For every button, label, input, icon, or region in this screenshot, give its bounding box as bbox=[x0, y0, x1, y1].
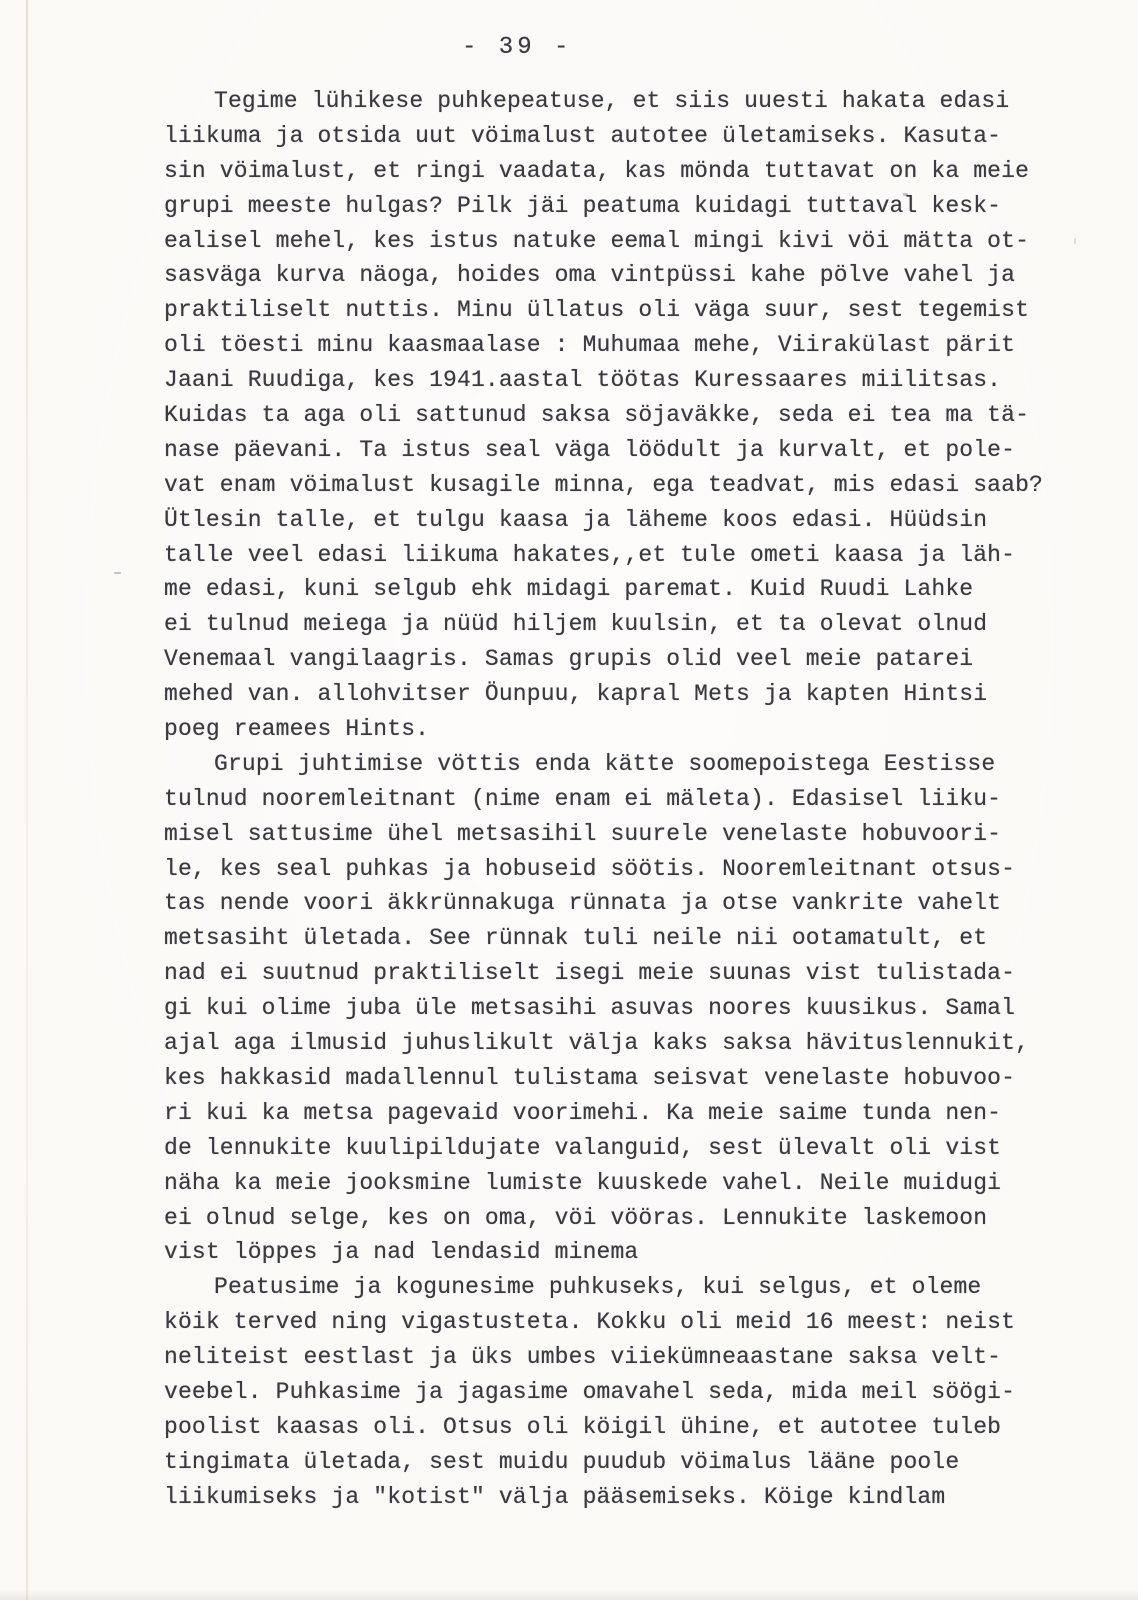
text-line: ealisel mehel, kes istus natuke eemal mingi kivi vöi mätta ot- bbox=[164, 227, 1030, 254]
body-text bbox=[164, 84, 1064, 1515]
scan-speck bbox=[114, 572, 121, 574]
text-line: Venemaal vangilaagris. Samas grupis olid veel meie patarei bbox=[164, 646, 974, 673]
text-line: Peatusime ja kogunesime puhkuseks, kui selgus, et oleme bbox=[214, 1274, 982, 1301]
text-line: ajal aga ilmusid juhuslikult välja kaks saksa hävituslennukit, bbox=[164, 1030, 1030, 1057]
scan-speck bbox=[1074, 238, 1076, 244]
text-line: nase päevani. Ta istus seal väga löödult ja kurvalt, et pole- bbox=[164, 436, 1016, 463]
text-line: poolist kaasas oli. Otsus oli köigil ühine, et autotee tuleb bbox=[164, 1413, 1002, 1440]
text-line: liikumiseks ja "kotist" välja pääsemiseks. Köige kindlam bbox=[164, 1483, 946, 1510]
text-line: oli töesti minu kaasmaalase : Muhumaa mehe, Viirakülast pärit bbox=[164, 332, 1016, 359]
text-line: me edasi, kuni selgub ehk midagi paremat. Kuid Ruudi Lahke bbox=[164, 576, 974, 603]
text-line: ei olnud selge, kes on oma, vöi vööras. Lennukite laskemoon bbox=[164, 1204, 988, 1231]
text-line: näha ka meie jooksmine lumiste kuuskede vahel. Neile muidugi bbox=[164, 1169, 1002, 1196]
text-line: tingimata ületada, sest muidu puudub vöimalus lääne poole bbox=[164, 1448, 960, 1475]
text-line: sin vöimalust, et ringi vaadata, kas mönda tuttavat on ka meie bbox=[164, 157, 1030, 184]
text-line: veebel. Puhkasime ja jagasime omavahel seda, mida meil söögi- bbox=[164, 1378, 1016, 1405]
text-line: sasväga kurva näoga, hoides oma vintpüssi kahe pölve vahel ja bbox=[164, 262, 1016, 289]
text-line: liikuma ja otsida uut vöimalust autotee ületamiseks. Kasuta- bbox=[164, 122, 1002, 149]
text-line: misel sattusime ühel metsasihil suurele venelaste hobuvoori- bbox=[164, 820, 1002, 847]
text-line: vist löppes ja nad lendasid minema bbox=[164, 1239, 639, 1266]
text-line: Tegime lühikese puhkepeatuse, et siis uuesti hakata edasi bbox=[214, 88, 1010, 114]
text-line: Ütlesin talle, et tulgu kaasa ja läheme koos edasi. Hüüdsin bbox=[164, 506, 988, 533]
text-line: ri kui ka metsa pagevaid voorimehi. Ka meie saime tunda nen- bbox=[164, 1099, 1002, 1126]
text-line: nad ei suutnud praktiliselt isegi meie suunas vist tulistada- bbox=[164, 960, 1016, 987]
text-line: talle veel edasi liikuma hakates,,et tule ometi kaasa ja läh- bbox=[164, 541, 1016, 568]
text-line: neliteist eestlast ja üks umbes viiekümneaastane saksa velt- bbox=[164, 1344, 1002, 1371]
text-line: praktiliselt nuttis. Minu üllatus oli väga suur, sest tegemist bbox=[164, 297, 1030, 324]
text-line: mehed van. allohvitser Öunpuu, kapral Mets ja kapten Hintsi bbox=[164, 681, 988, 708]
page-number: - 39 - bbox=[462, 34, 573, 61]
text-line: grupi meeste hulgas? Pilk jäi peatuma kuidagi tuttaval kesk- bbox=[164, 192, 1002, 219]
text-line: vat enam vöimalust kusagile minna, ega teadvat, mis edasi saab? bbox=[164, 471, 1043, 498]
text-line: gi kui olime juba üle metsasihi asuvas noores kuusikus. Samal bbox=[164, 995, 1016, 1022]
text-line: tulnud nooremleitnant (nime enam ei mäleta). Edasisel liiku- bbox=[164, 785, 1002, 812]
scan-edge-bottom bbox=[0, 1590, 1138, 1600]
text-line: metsasiht ületada. See rünnak tuli neile nii ootamatult, et bbox=[164, 925, 988, 952]
text-line: de lennukite kuulipildujate valanguid, sest ülevalt oli vist bbox=[164, 1134, 1002, 1161]
text-line: köik terved ning vigastusteta. Kokku oli meid 16 meest: neist bbox=[164, 1309, 1016, 1336]
text-line: le, kes seal puhkas ja hobuseid söötis. Nooremleitnant otsus- bbox=[164, 855, 1016, 882]
text-line: poeg reamees Hints. bbox=[164, 716, 430, 743]
scan-edge-artifact bbox=[26, 0, 28, 1600]
text-line: tas nende voori äkkrünnakuga rünnata ja otse vankrite vahelt bbox=[164, 890, 1002, 917]
text-line: ei tulnud meiega ja nüüd hiljem kuulsin, et ta olevat olnud bbox=[164, 611, 988, 638]
text-line: Grupi juhtimise vöttis enda kätte soomepoistega Eestisse bbox=[214, 750, 996, 777]
text-line: Jaani Ruudiga, kes 1941.aastal töötas Kuressaares miilitsas. bbox=[164, 367, 1002, 394]
text-line: kes hakkasid madallennul tulistama seisvat venelaste hobuvoo- bbox=[164, 1064, 1016, 1091]
text-line: Kuidas ta aga oli sattunud saksa söjaväkke, seda ei tea ma tä- bbox=[164, 402, 1030, 429]
